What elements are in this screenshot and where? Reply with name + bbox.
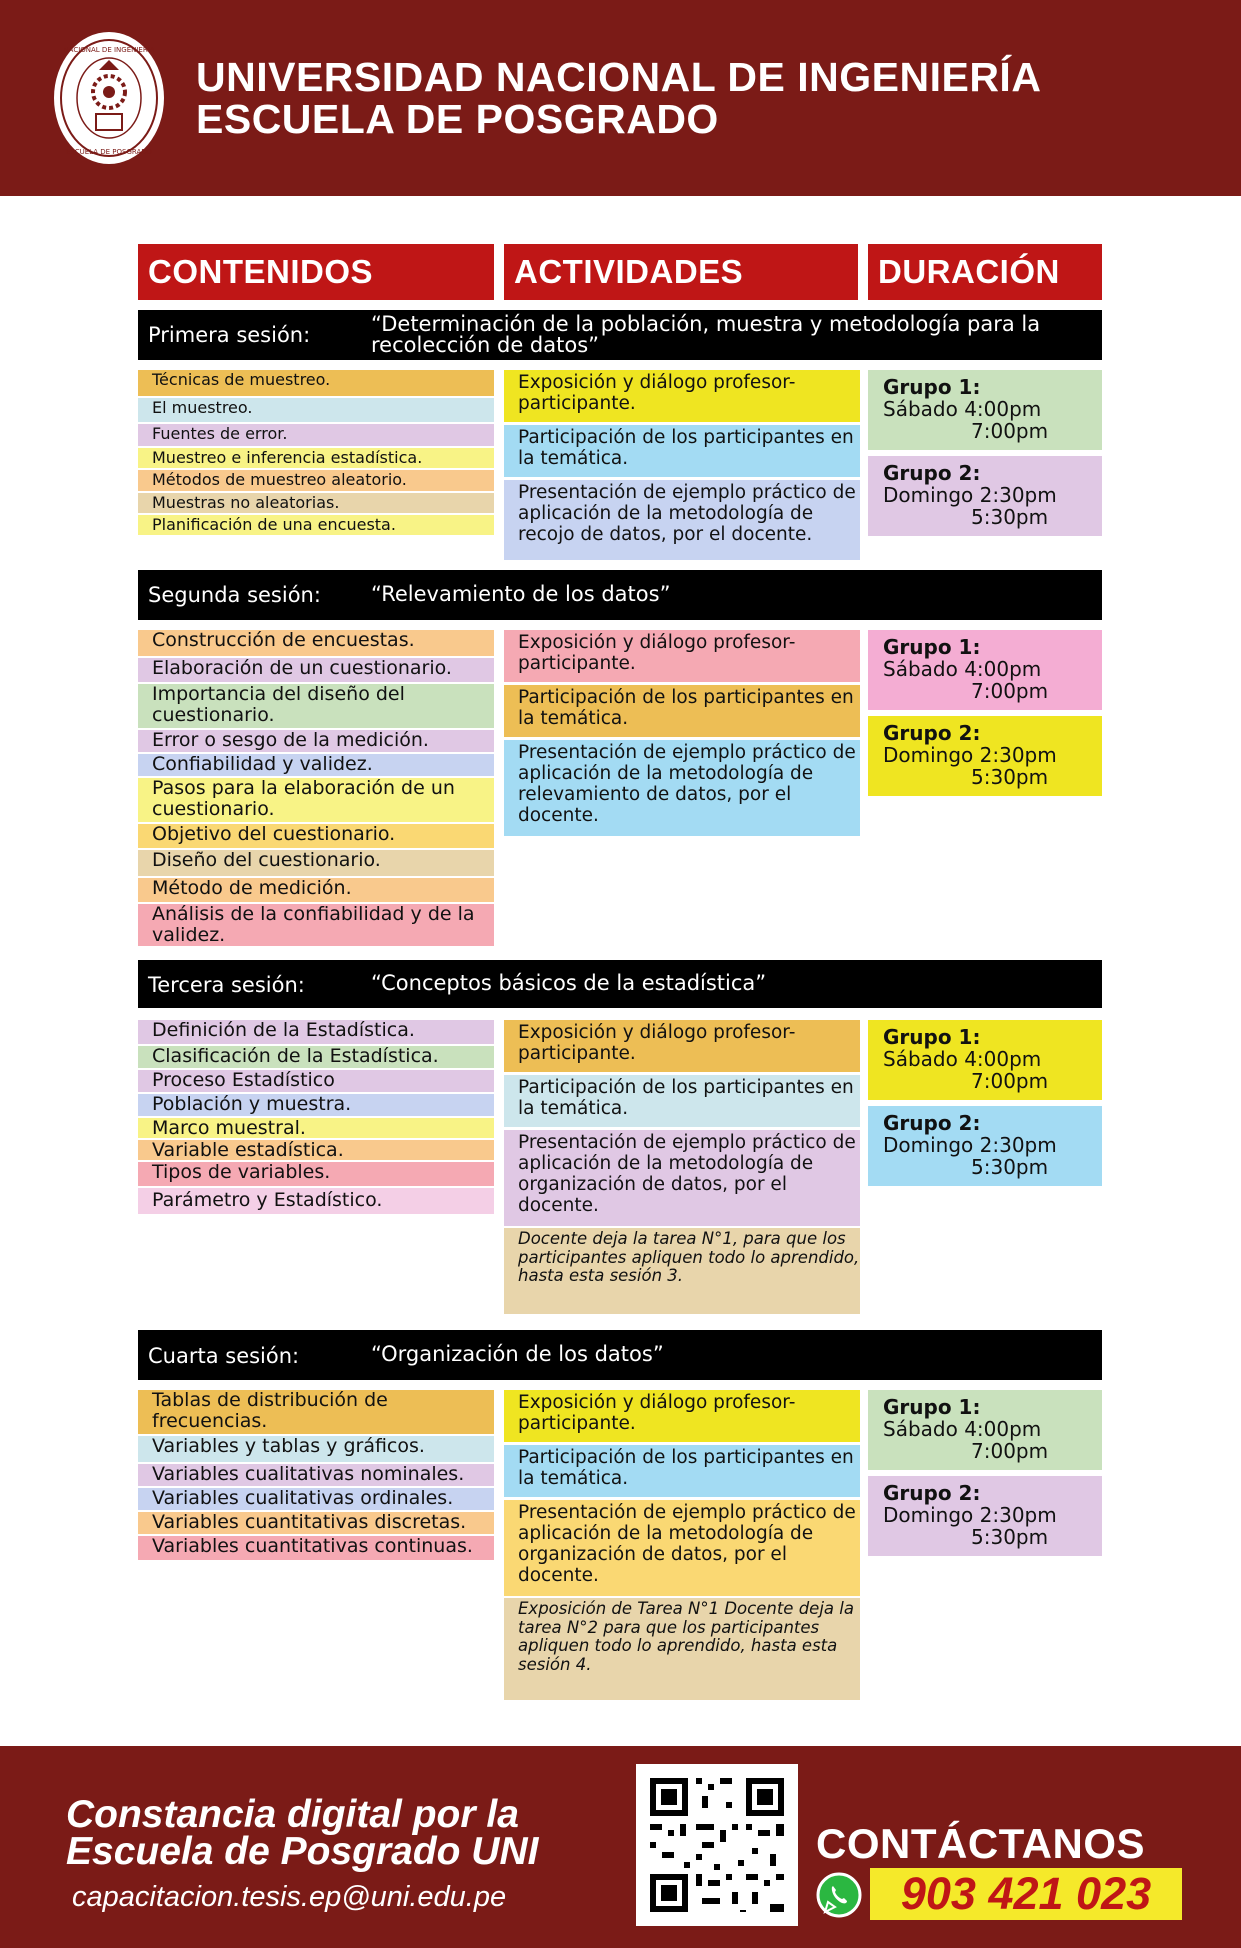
- session-title: “Determinación de la población, muestra y metodología para la recolección de datos”: [371, 312, 1041, 357]
- content-item: Análisis de la confiabilidad y de la validez.: [138, 904, 494, 946]
- duration-group-1: [868, 1390, 1102, 1470]
- group-name: Grupo 2:: [883, 721, 981, 745]
- content-item: Parámetro y Estadístico.: [138, 1188, 494, 1214]
- group-end: 7:00pm: [971, 1439, 1049, 1463]
- content-item: Variables cuantitativas discretas.: [138, 1512, 494, 1534]
- activity-item: Presentación de ejemplo práctico de aplicación de la metodología de relevamiento de datos, por el docente.: [504, 740, 860, 836]
- duration-group-1: [868, 630, 1102, 710]
- content-item: Construcción de encuestas.: [138, 630, 494, 656]
- session-1-bar: [138, 310, 1102, 360]
- activity-item: Exposición y diálogo profesor-participante.: [504, 1390, 860, 1442]
- content-item: El muestreo.: [138, 398, 494, 422]
- duration-group-1: [868, 370, 1102, 450]
- activity-item: Presentación de ejemplo práctico de aplicación de la metodología de organización de datos, por el docente.: [504, 1500, 860, 1596]
- group-name: Grupo 2:: [883, 1111, 981, 1135]
- content-item: Objetivo del cuestionario.: [138, 824, 494, 848]
- session-label: Tercera sesión:: [148, 973, 305, 997]
- column-header-duracion: DURACIÓN: [868, 244, 1102, 300]
- column-header-actividades: ACTIVIDADES: [504, 244, 858, 300]
- group-day: Domingo 2:30pm: [883, 1503, 1057, 1527]
- activity-item: Exposición y diálogo profesor-participante.: [504, 370, 860, 422]
- activity-item: Exposición y diálogo profesor-participante.: [504, 1020, 860, 1072]
- session-2-bar: [138, 570, 1102, 620]
- group-name: Grupo 1:: [883, 635, 981, 659]
- group-day: Domingo 2:30pm: [883, 743, 1057, 767]
- content-item: Tablas de distribución de frecuencias.: [138, 1390, 494, 1434]
- school-name: ESCUELA DE POSGRADO: [196, 96, 719, 142]
- activity-item: Docente deja la tarea N°1, para que los participantes apliquen todo lo aprendido, hasta esta sesión 3.: [504, 1228, 860, 1314]
- content-item: Error o sesgo de la medición.: [138, 730, 494, 752]
- duration-group-2: [868, 1476, 1102, 1556]
- group-name: Grupo 2:: [883, 1481, 981, 1505]
- content-item: Proceso Estadístico: [138, 1070, 494, 1092]
- group-end: 7:00pm: [971, 679, 1049, 703]
- content-item: Definición de la Estadística.: [138, 1020, 494, 1044]
- content-item: Variables cuantitativas continuas.: [138, 1536, 494, 1560]
- university-name: UNIVERSIDAD NACIONAL DE INGENIERÍA: [196, 54, 1042, 100]
- group-end: 7:00pm: [971, 1069, 1049, 1093]
- content-item: Variables y tablas y gráficos.: [138, 1436, 494, 1462]
- university-seal-logo: [52, 30, 166, 166]
- slogan-line-2: Escuela de Posgrado UNI: [66, 1830, 539, 1873]
- duration-group-2: [868, 456, 1102, 536]
- column-header-contenidos: CONTENIDOS: [138, 244, 494, 300]
- content-item: Población y muestra.: [138, 1094, 494, 1116]
- contact-heading: CONTÁCTANOS: [816, 1820, 1146, 1867]
- contact-email[interactable]: capacitacion.tesis.ep@uni.edu.pe: [72, 1881, 507, 1913]
- content-item: Muestreo e inferencia estadística.: [138, 448, 494, 468]
- group-name: Grupo 2:: [883, 461, 981, 485]
- duration-group-1: [868, 1020, 1102, 1100]
- group-end: 5:30pm: [971, 505, 1049, 529]
- content-item: Muestras no aleatorias.: [138, 493, 494, 513]
- content-item: Diseño del cuestionario.: [138, 850, 494, 876]
- content-item: Planificación de una encuesta.: [138, 515, 494, 535]
- session-label: Segunda sesión:: [148, 583, 321, 607]
- content-item: Variables cualitativas ordinales.: [138, 1488, 494, 1510]
- group-day: Sábado 4:00pm: [883, 1047, 1042, 1071]
- group-end: 7:00pm: [971, 419, 1049, 443]
- activity-item: Presentación de ejemplo práctico de aplicación de la metodología de organización de datos, por el docente.: [504, 1130, 860, 1226]
- session-title: “Conceptos básicos de la estadística”: [371, 971, 767, 995]
- group-name: Grupo 1:: [883, 375, 981, 399]
- group-day: Sábado 4:00pm: [883, 1417, 1042, 1441]
- activity-item: Exposición de Tarea N°1 Docente deja la tarea N°2 para que los participantes apliquen todo lo aprendido, hasta esta sesión 4.: [504, 1598, 860, 1700]
- content-item: Importancia del diseño del cuestionario.: [138, 684, 494, 728]
- content-item: Fuentes de error.: [138, 424, 494, 446]
- content-item: Confiabilidad y validez.: [138, 754, 494, 776]
- content-item: Clasificación de la Estadística.: [138, 1046, 494, 1068]
- footer-slogan: [66, 1793, 539, 1873]
- group-day: Domingo 2:30pm: [883, 1133, 1057, 1157]
- group-day: Sábado 4:00pm: [883, 657, 1042, 681]
- content-item: Pasos para la elaboración de un cuestionario.: [138, 778, 494, 822]
- session-title: “Organización de los datos”: [371, 1342, 664, 1366]
- session-title: “Relevamiento de los datos”: [371, 582, 671, 606]
- header-title: [196, 56, 1041, 140]
- activity-item: Presentación de ejemplo práctico de aplicación de la metodología de recojo de datos, por el docente.: [504, 480, 860, 560]
- group-end: 5:30pm: [971, 765, 1049, 789]
- phone-number[interactable]: 903 421 023: [870, 1868, 1182, 1920]
- content-item: Método de medición.: [138, 878, 494, 902]
- group-end: 5:30pm: [971, 1525, 1049, 1549]
- group-end: 5:30pm: [971, 1155, 1049, 1179]
- content-item: Elaboración de un cuestionario.: [138, 658, 494, 682]
- whatsapp-icon: [816, 1872, 862, 1918]
- group-day: Domingo 2:30pm: [883, 483, 1057, 507]
- qr-code[interactable]: [636, 1764, 798, 1926]
- slogan-line-1: Constancia digital por la: [66, 1793, 519, 1836]
- activity-item: Participación de los participantes en la temática.: [504, 1445, 860, 1497]
- content-item: Técnicas de muestreo.: [138, 370, 494, 396]
- duration-group-2: [868, 1106, 1102, 1186]
- session-label: Cuarta sesión:: [148, 1344, 300, 1368]
- svg-text:ESCUELA DE POSGRADO: ESCUELA DE POSGRADO: [65, 148, 153, 156]
- activity-item: Exposición y diálogo profesor-participante.: [504, 630, 860, 682]
- content-item: Tipos de variables.: [138, 1162, 494, 1186]
- duration-group-2: [868, 716, 1102, 796]
- content-item: Variables cualitativas nominales.: [138, 1464, 494, 1486]
- content-item: Marco muestral.: [138, 1118, 494, 1138]
- session-label: Primera sesión:: [148, 323, 311, 347]
- group-name: Grupo 1:: [883, 1395, 981, 1419]
- session-3-bar: [138, 960, 1102, 1008]
- svg-text:NACIONAL DE INGENIERÍA: NACIONAL DE INGENIERÍA: [63, 46, 155, 54]
- group-day: Sábado 4:00pm: [883, 397, 1042, 421]
- group-name: Grupo 1:: [883, 1025, 981, 1049]
- session-4-bar: [138, 1330, 1102, 1380]
- activity-item: Participación de los participantes en la temática.: [504, 1075, 860, 1127]
- content-item: Variable estadística.: [138, 1140, 494, 1160]
- activity-item: Participación de los participantes en la temática.: [504, 685, 860, 737]
- activity-item: Participación de los participantes en la temática.: [504, 425, 860, 477]
- content-item: Métodos de muestreo aleatorio.: [138, 470, 494, 491]
